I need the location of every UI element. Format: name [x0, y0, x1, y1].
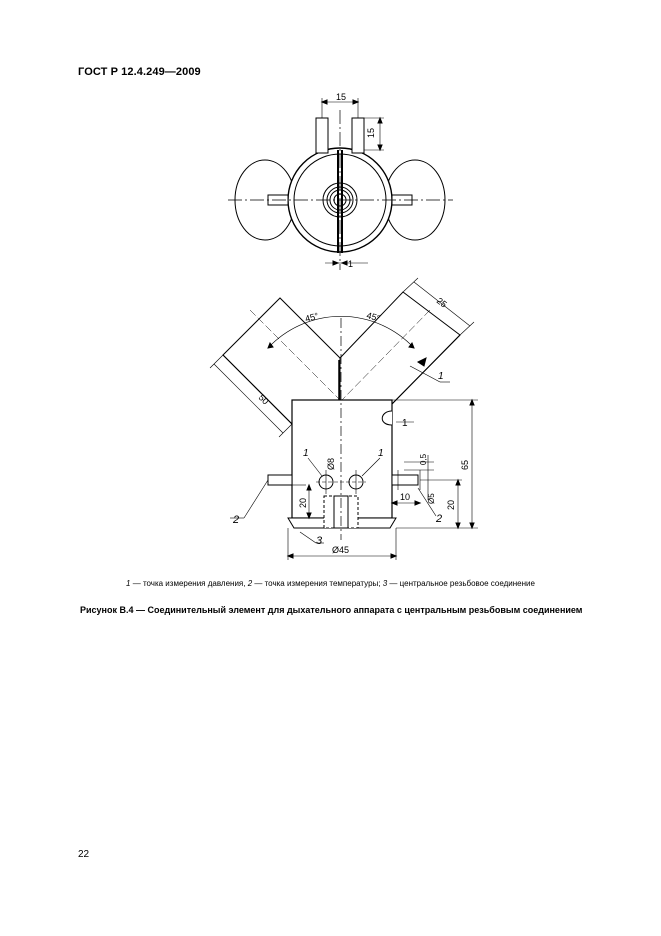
callout-thread: 3 [316, 535, 323, 547]
right-side-tube [392, 475, 418, 485]
dim-hole-diameter: Ø8 [326, 457, 336, 470]
figure-caption: Рисунок В.4 — Соединительный элемент для дыхательного аппарата с центральным резьбовым соединением [80, 605, 583, 615]
callout-temperature-right: 2 [436, 513, 443, 525]
dim-top-height: 15 [366, 127, 376, 138]
dim-left-20: 20 [298, 497, 308, 508]
dim-top-width: 15 [336, 92, 347, 102]
dim-10: 10 [400, 492, 411, 502]
dim-small-05: 0,5 [419, 453, 428, 465]
dim-thread-diameter: Ø5 [427, 493, 436, 504]
callout-pressure-arm: 1 [438, 371, 444, 382]
dim-right-20: 20 [446, 499, 456, 510]
dim-angle-right: 45° [365, 310, 382, 324]
dim-arm-length: 50 [256, 392, 271, 407]
callout-temperature-left: 2 [233, 514, 240, 526]
left-side-tube [268, 475, 292, 485]
top-tube-right [352, 118, 364, 153]
top-view [228, 98, 453, 270]
callout-pressure-left: 1 [303, 448, 309, 459]
dim-arm-width: 25 [434, 295, 449, 310]
dim-gap: 1 [348, 259, 354, 269]
document-id: ГОСТ Р 12.4.249—2009 [78, 66, 201, 78]
dim-height-65: 65 [460, 459, 470, 470]
callout-pressure-right: 1 [378, 448, 384, 459]
top-tube-left [316, 118, 328, 153]
figure-legend: 1 — точка измерения давления, 2 — точка измерения температуры; 3 — центральное резьбовое соединение [126, 579, 535, 588]
callout-pressure-bump: 1 [402, 418, 408, 429]
dim-base-diameter: Ø45 [332, 545, 350, 555]
dim-angle-left: 45° [303, 310, 320, 324]
page-number: 22 [78, 849, 90, 860]
